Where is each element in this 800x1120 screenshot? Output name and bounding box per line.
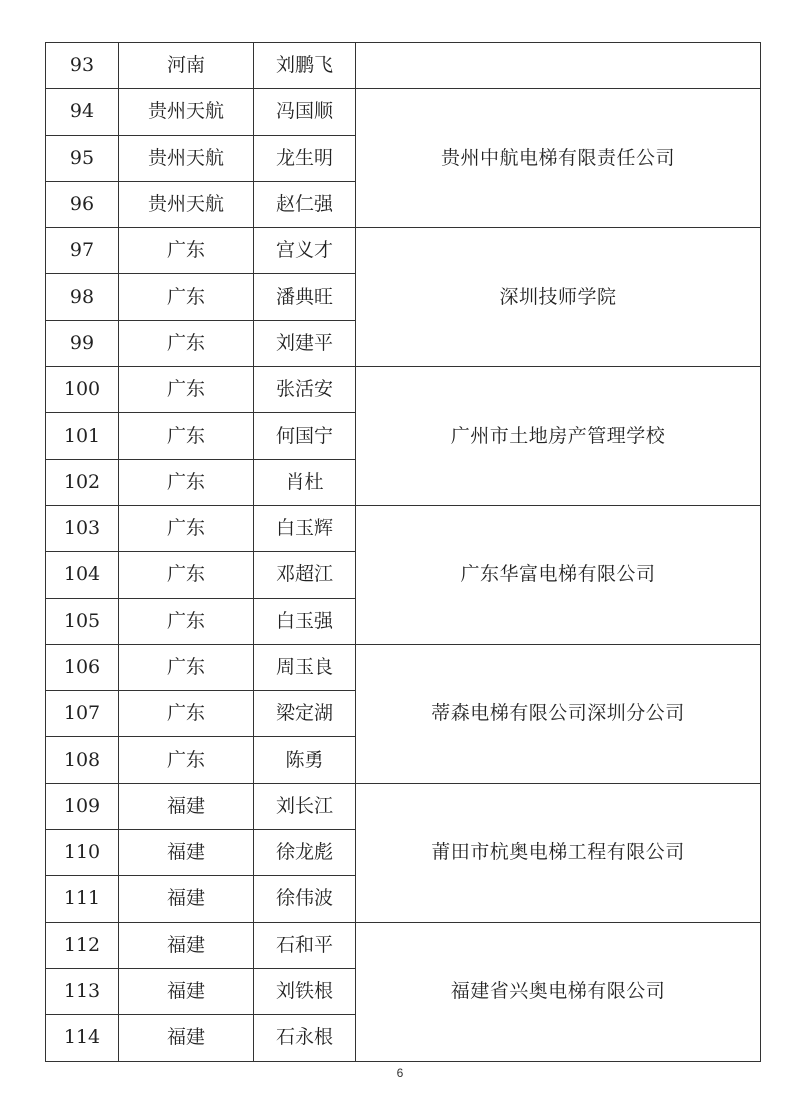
row-number-cell: 114 [46, 1015, 119, 1061]
page-number: 6 [396, 1066, 404, 1080]
organization-cell: 深圳技师学院 [356, 228, 761, 367]
organization-cell: 莆田市杭奥电梯工程有限公司 [356, 783, 761, 922]
row-number-cell: 96 [46, 181, 119, 227]
person-name-cell: 何国宁 [254, 413, 356, 459]
person-name-cell: 刘长江 [254, 783, 356, 829]
row-number-cell: 99 [46, 320, 119, 366]
province-cell: 广东 [119, 228, 254, 274]
row-number-cell: 93 [46, 43, 119, 89]
roster-table [45, 42, 761, 1062]
row-number-cell: 107 [46, 691, 119, 737]
person-name-cell: 冯国顺 [254, 89, 356, 135]
province-cell: 广东 [119, 552, 254, 598]
province-cell: 福建 [119, 922, 254, 968]
person-name-cell: 徐伟波 [254, 876, 356, 922]
province-cell: 福建 [119, 830, 254, 876]
row-number-cell: 108 [46, 737, 119, 783]
province-cell: 广东 [119, 644, 254, 690]
row-number-cell: 100 [46, 367, 119, 413]
table-row [46, 228, 761, 274]
province-cell: 广东 [119, 320, 254, 366]
row-number-cell: 111 [46, 876, 119, 922]
row-number-cell: 98 [46, 274, 119, 320]
person-name-cell: 赵仁强 [254, 181, 356, 227]
province-cell: 河南 [119, 43, 254, 89]
person-name-cell: 邓超江 [254, 552, 356, 598]
province-cell: 福建 [119, 968, 254, 1014]
row-number-cell: 103 [46, 505, 119, 551]
province-cell: 福建 [119, 1015, 254, 1061]
person-name-cell: 梁定湖 [254, 691, 356, 737]
person-name-cell: 宫义才 [254, 228, 356, 274]
table-row [46, 89, 761, 135]
table-row [46, 783, 761, 829]
province-cell: 贵州天航 [119, 89, 254, 135]
organization-cell: 广州市土地房产管理学校 [356, 367, 761, 506]
row-number-cell: 97 [46, 228, 119, 274]
province-cell: 贵州天航 [119, 135, 254, 181]
province-cell: 广东 [119, 691, 254, 737]
province-cell: 广东 [119, 274, 254, 320]
province-cell: 广东 [119, 413, 254, 459]
province-cell: 福建 [119, 876, 254, 922]
person-name-cell: 肖杜 [254, 459, 356, 505]
table-row [46, 43, 761, 89]
province-cell: 广东 [119, 505, 254, 551]
row-number-cell: 102 [46, 459, 119, 505]
person-name-cell: 刘建平 [254, 320, 356, 366]
person-name-cell: 石永根 [254, 1015, 356, 1061]
table-row [46, 922, 761, 968]
person-name-cell: 白玉辉 [254, 505, 356, 551]
organization-cell [356, 43, 761, 89]
province-cell: 广东 [119, 459, 254, 505]
table-row [46, 644, 761, 690]
person-name-cell: 周玉良 [254, 644, 356, 690]
province-cell: 广东 [119, 598, 254, 644]
organization-cell: 福建省兴奥电梯有限公司 [356, 922, 761, 1061]
province-cell: 广东 [119, 737, 254, 783]
row-number-cell: 112 [46, 922, 119, 968]
row-number-cell: 110 [46, 830, 119, 876]
province-cell: 贵州天航 [119, 181, 254, 227]
person-name-cell: 徐龙彪 [254, 830, 356, 876]
person-name-cell: 刘鹏飞 [254, 43, 356, 89]
person-name-cell: 石和平 [254, 922, 356, 968]
row-number-cell: 104 [46, 552, 119, 598]
person-name-cell: 陈勇 [254, 737, 356, 783]
row-number-cell: 113 [46, 968, 119, 1014]
person-name-cell: 张活安 [254, 367, 356, 413]
table-row [46, 505, 761, 551]
person-name-cell: 龙生明 [254, 135, 356, 181]
roster-table-body [46, 43, 761, 1062]
person-name-cell: 白玉强 [254, 598, 356, 644]
table-row [46, 367, 761, 413]
row-number-cell: 101 [46, 413, 119, 459]
organization-cell: 贵州中航电梯有限责任公司 [356, 89, 761, 228]
organization-cell: 广东华富电梯有限公司 [356, 505, 761, 644]
province-cell: 福建 [119, 783, 254, 829]
row-number-cell: 109 [46, 783, 119, 829]
organization-cell: 蒂森电梯有限公司深圳分公司 [356, 644, 761, 783]
row-number-cell: 106 [46, 644, 119, 690]
person-name-cell: 潘典旺 [254, 274, 356, 320]
person-name-cell: 刘铁根 [254, 968, 356, 1014]
row-number-cell: 105 [46, 598, 119, 644]
row-number-cell: 95 [46, 135, 119, 181]
row-number-cell: 94 [46, 89, 119, 135]
province-cell: 广东 [119, 367, 254, 413]
